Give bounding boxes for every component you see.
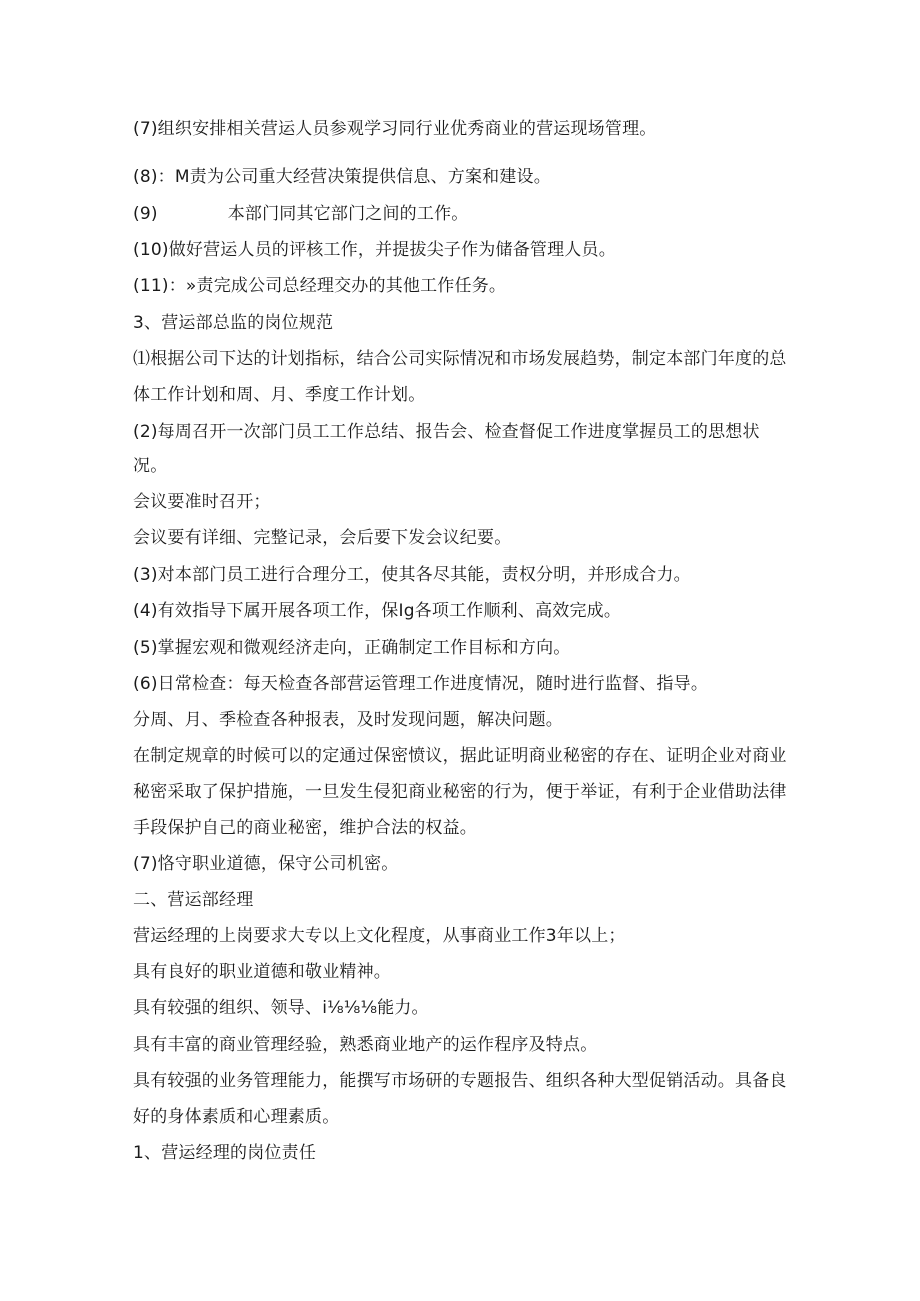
text-line: (4)有效指导下属开展各项工作，保Ig各项工作顺利、高效完成。 [133,601,622,621]
text-line: (6)日常检查：每天检查各部营运管理工作进度情况，随时进行监督、指导。 [133,674,709,694]
section-heading-3: 3、营运部总监的岗位规范 [133,313,334,333]
text-line: 况。 [133,456,168,476]
text-line: (3)对本部门员工进行合理分工，使其各尽其能，责权分明，并形成合力。 [133,565,691,585]
text-line-item-8: (8)：M责为公司重大经营决策提供信息、方案和建设。 [133,167,551,187]
text-line-item-11: (11)：»责完成公司总经理交办的其他工作任务。 [133,276,507,296]
text-line: 具有较强的组织、领导、i⅛⅛⅛能力。 [133,998,429,1018]
section-heading-2: 二、营运部经理 [133,890,254,910]
text-line: 秘密采取了保护措施，一旦发生侵犯商业秘密的行为，便于举证，有利于企业借助法律 [133,782,787,802]
text-line: 手段保护自己的商业秘密，维护合法的权益。 [133,818,477,838]
text-line: (5)掌握宏观和微观经济走向，正确制定工作目标和方向。 [133,638,571,658]
text-line: 好的身体素质和心理素质。 [133,1107,340,1127]
text-line: 在制定规章的时候可以的定通过保密愤议，据此证明商业秘密的存在、证明企业对商业 [133,746,787,766]
text-line: (7)恪守职业道德，保守公司机密。 [133,854,399,874]
text-line: 具有较强的业务管理能力，能撰写市场研的专题报告、组织各种大型促销活动。具备良 [133,1071,787,1091]
text-line: 具有良好的职业道德和敬业精神。 [133,962,391,982]
text-line-item-7: (7)组织安排相关营运人员参观学习同行业优秀商业的营运现场管理。 [133,119,657,139]
text-line: 会议要有详细、完整记录，会后要下发会议纪要。 [133,528,512,548]
text-line: ⑴根据公司下达的计划指标，结合公司实际情况和市场发展趋势，制定本部门年度的总 [133,349,787,369]
text-line: 会议要准时召开； [133,492,271,512]
item-number: (9) [133,204,158,224]
text-line: 体工作计划和周、月、季度工作计划。 [133,385,426,405]
text-line: 具有丰富的商业管理经验，熟悉商业地产的运作程序及特点。 [133,1035,598,1055]
item-text: 本部门同其它部门之间的工作。 [227,204,469,224]
text-line: 分周、月、季检查各种报表，及时发现问题，解决问题。 [133,710,563,730]
text-line-item-9 [133,203,801,225]
text-line: 营运经理的上岗要求大专以上文化程度，从事商业工作3年以上； [133,926,626,946]
section-heading-1: 1、营运经理的岗位责任 [133,1143,317,1163]
text-line: (2)每周召开一次部门员工工作总结、报告会、检查督促工作进度掌握员工的思想状 [133,422,760,442]
text-line-item-10: (10)做好营运人员的评核工作，并提拔尖子作为储备管理人员。 [133,240,616,260]
